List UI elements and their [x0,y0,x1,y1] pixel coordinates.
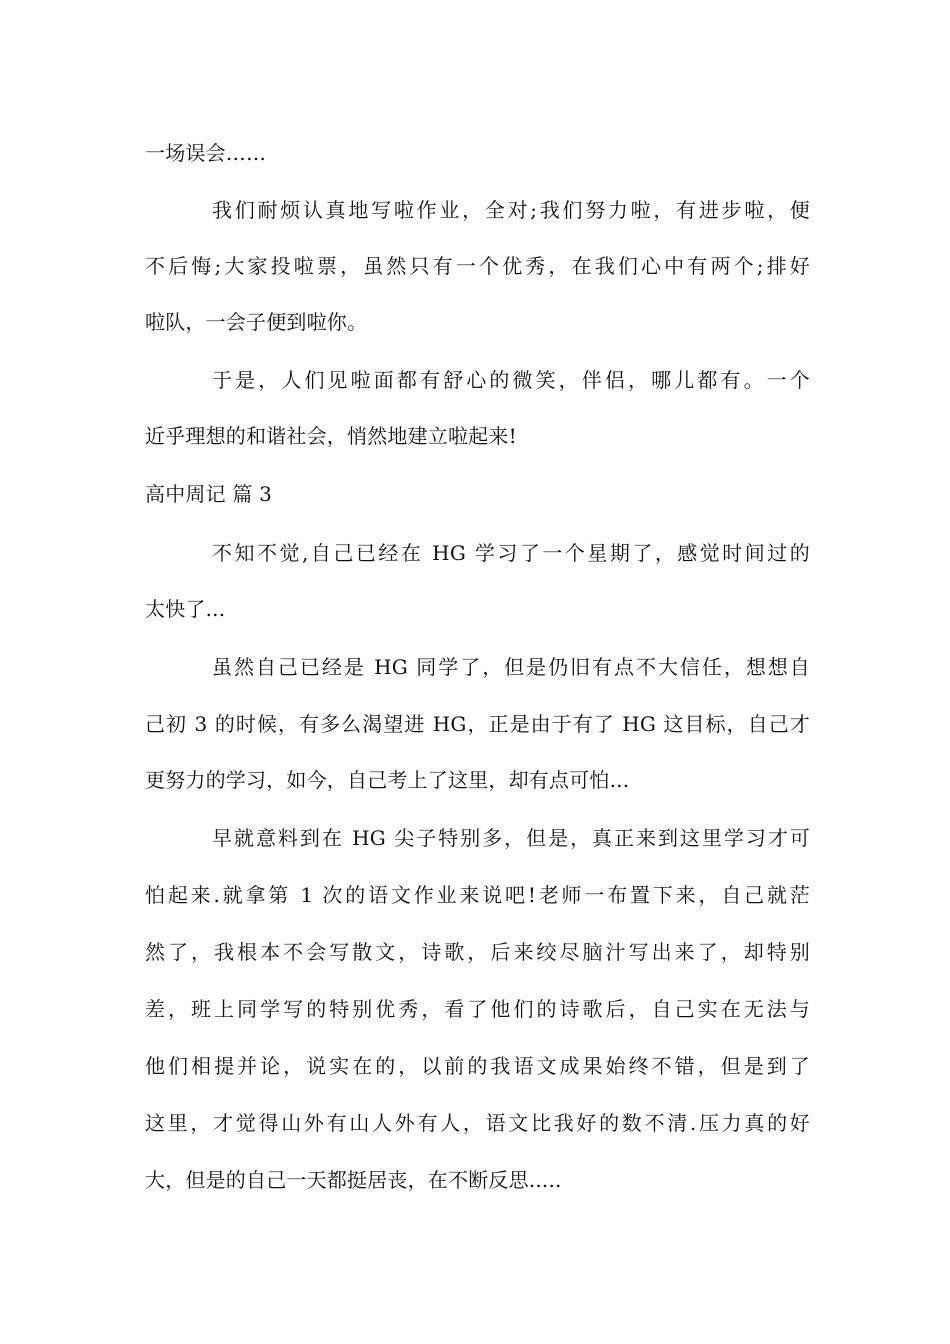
text-line: 然了，我根本不会写散文，诗歌，后来绞尽脑汁写出来了，却特别 [145,940,810,964]
paragraph-first-line: 不知不觉,自己已经在 HG 学习了一个星期了，感觉时间过的 [212,541,810,565]
text-line: 太快了... [145,597,226,621]
paragraph-first-line: 于是，人们见啦面都有舒心的微笑，伴侣，哪儿都有。一个 [212,368,810,392]
text-line: 怕起来.就拿第 1 次的语文作业来说吧!老师一布置下来，自己就茫 [145,883,810,907]
paragraph-first-line: 早就意料到在 HG 尖子特别多，但是，真正来到这里学习才可 [212,826,810,850]
text-line: 他们相提并论，说实在的，以前的我语文成果始终不错，但是到了 [145,1054,810,1078]
text-line: 啦队，一会子便到啦你。 [145,310,368,334]
text-line: 一场误会…… [145,141,267,165]
section-heading: 高中周记 篇 3 [145,482,273,506]
paragraph-first-line: 我们耐烦认真地写啦作业，全对;我们努力啦，有进步啦，便 [212,198,810,222]
text-line: 不后悔;大家投啦票，虽然只有一个优秀，在我们心中有两个;排好 [145,254,810,278]
paragraph-first-line: 虽然自己已经是 HG 同学了，但是仍旧有点不大信任，想想自 [212,655,810,679]
text-line: 差，班上同学写的特别优秀，看了他们的诗歌后，自己实在无法与 [145,997,810,1021]
text-line: 近乎理想的和谐社会，悄然地建立啦起来! [145,424,517,448]
text-line: 这里，才觉得山外有山人外有人，语文比我好的数不清.压力真的好 [145,1111,810,1135]
text-line: 大，但是的自己一天都挺居丧，在不断反思..... [145,1168,562,1192]
text-line: 己初 3 的时候，有多么渴望进 HG，正是由于有了 HG 这目标，自己才 [145,712,810,736]
text-line: 更努力的学习，如今，自己考上了这里，却有点可怕... [145,768,630,792]
